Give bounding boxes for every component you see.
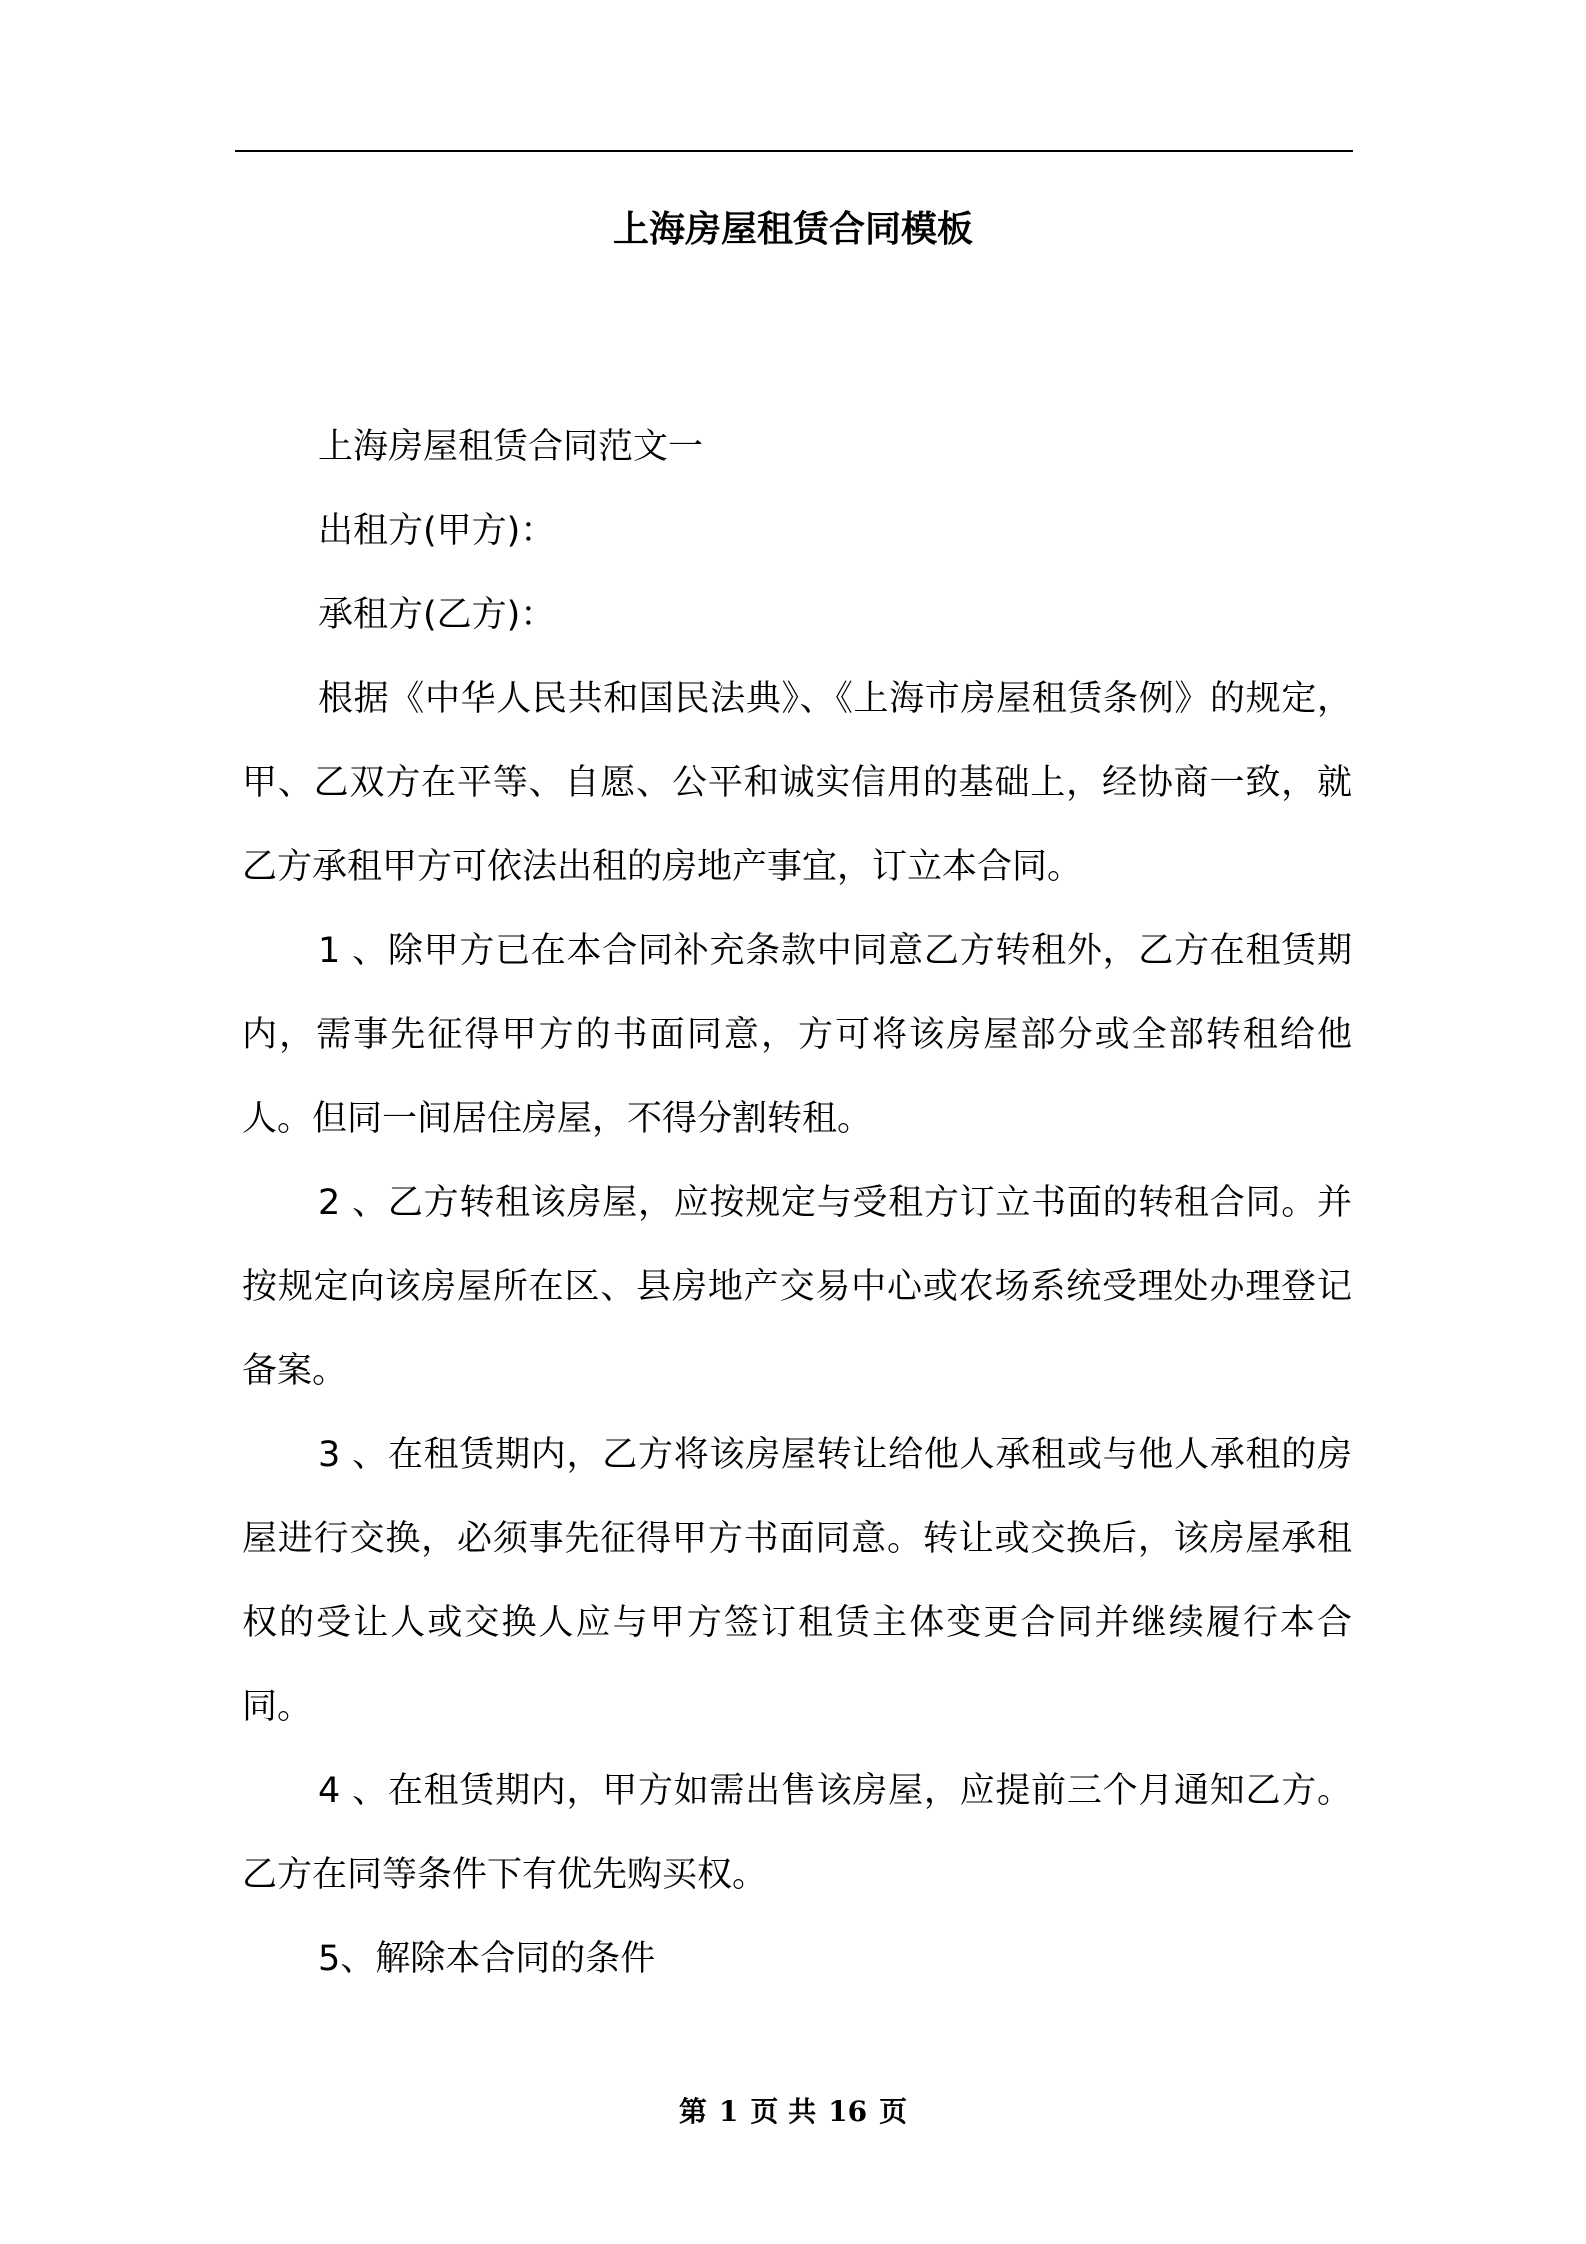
- footer-current-page: 1: [718, 2095, 739, 2128]
- document-body: [242, 405, 1352, 2001]
- paragraph-lessor: 出租方(甲方)：: [318, 511, 556, 551]
- page-footer: [0, 2092, 1586, 2132]
- header-rule: [235, 150, 1353, 152]
- footer-total-pages: 16: [828, 2095, 868, 2128]
- paragraph-preamble: 根据《中华人民共和国民法典》、《上海市房屋租赁条例》的规定，甲、乙双方在平等、自愿、公平和诚实信用的基础上，经协商一致，就乙方承租甲方可依法出租的房地产事宜，订立本合同。: [242, 679, 1352, 887]
- paragraph-lessee: 承租方(乙方)：: [318, 595, 556, 635]
- footer-suffix: 页: [879, 2095, 908, 2128]
- paragraph-clause-4: 4 、在租赁期内，甲方如需出售该房屋，应提前三个月通知乙方。乙方在同等条件下有优先购买权。: [242, 1771, 1352, 1895]
- footer-middle: 页 共: [750, 2095, 817, 2128]
- paragraph-clause-5-heading: 5、解除本合同的条件: [318, 1939, 656, 1979]
- paragraph-clause-3: 3 、在租赁期内，乙方将该房屋转让给他人承租或与他人承租的房屋进行交换，必须事先征得甲方书面同意。转让或交换后，该房屋承租权的受让人或交换人应与甲方签订租赁主体变更合同并继续履行本合同。: [242, 1435, 1352, 1727]
- paragraph-subtitle: 上海房屋租赁合同范文一: [318, 427, 704, 467]
- footer-prefix: 第: [678, 2095, 707, 2128]
- paragraph-clause-1: 1 、除甲方已在本合同补充条款中同意乙方转租外，乙方在租赁期内，需事先征得甲方的书面同意，方可将该房屋部分或全部转租给他人。但同一间居住房屋，不得分割转租。: [242, 931, 1352, 1139]
- document-title: 上海房屋租赁合同模板: [612, 209, 973, 250]
- paragraph-clause-2: 2 、乙方转租该房屋，应按规定与受租方订立书面的转租合同。并按规定向该房屋所在区、县房地产交易中心或农场系统受理处办理登记备案。: [242, 1183, 1352, 1391]
